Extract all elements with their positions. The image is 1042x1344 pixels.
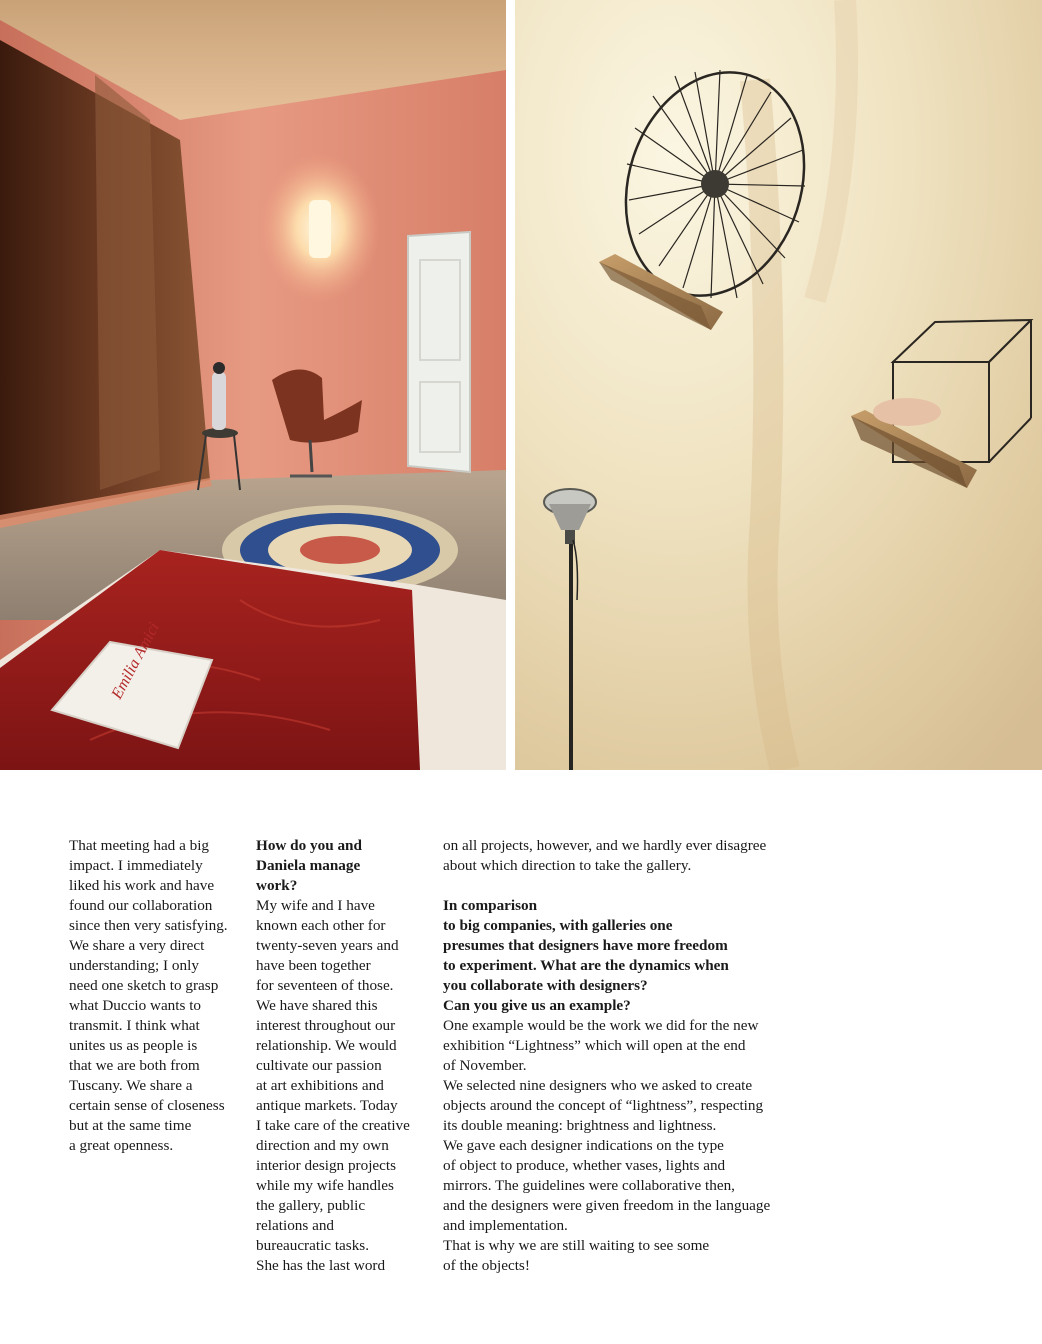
body-line: at art exhibitions and (256, 1077, 384, 1094)
body-line: the gallery, public (256, 1197, 366, 1214)
interview-question-line: Can you give us an example? (443, 997, 631, 1014)
body-line: on all projects, however, and we hardly ever disagree (443, 837, 767, 854)
body-line: what Duccio wants to (69, 997, 202, 1014)
interview-question-line: In comparison (443, 897, 538, 914)
body-line: My wife and I have (256, 897, 375, 914)
body-line: certain sense of closeness (69, 1097, 225, 1114)
body-line: relationship. We would (256, 1037, 397, 1054)
body-line: and implementation. (443, 1217, 568, 1234)
text-column-2 (256, 836, 434, 1276)
body-line: We selected nine designers who we asked to create (443, 1077, 753, 1094)
body-line: of November. (443, 1057, 527, 1074)
body-line: twenty-seven years and (256, 937, 399, 954)
interview-question-line: to big companies, with galleries one (443, 917, 673, 934)
body-line: a great openness. (69, 1137, 174, 1154)
body-line: have been together (256, 957, 371, 974)
body-line: of the objects! (443, 1257, 530, 1274)
body-line: understanding; I only (69, 957, 199, 974)
body-line: interior design projects (256, 1157, 397, 1174)
text-column-1 (69, 836, 247, 1156)
body-line: That meeting had a big (69, 837, 210, 854)
body-line: that we are both from (69, 1057, 200, 1074)
body-line: bureaucratic tasks. (256, 1237, 370, 1254)
interview-question-line: you collaborate with designers? (443, 977, 648, 994)
body-line: We share a very direct (69, 937, 205, 954)
body-line: cultivate our passion (256, 1057, 382, 1074)
interview-question-line: How do you and (256, 837, 362, 854)
body-line: relations and (256, 1217, 335, 1234)
body-line: need one sketch to grasp (69, 977, 219, 994)
interview-question-line: presumes that designers have more freedom (443, 937, 728, 954)
body-line: about which direction to take the gallery. (443, 857, 692, 874)
body-line: One example would be the work we did for the new (443, 1017, 759, 1034)
body-line: impact. I immediately (69, 857, 203, 874)
photo-wall-sculptures (515, 0, 1042, 770)
body-line: known each other for (256, 917, 386, 934)
body-line: interest throughout our (256, 1017, 396, 1034)
body-line: objects around the concept of “lightness”, respecting (443, 1097, 764, 1114)
body-line: liked his work and have (69, 877, 215, 894)
body-line: Tuscany. We share a (69, 1077, 193, 1094)
body-line: its double meaning: brightness and lightness. (443, 1117, 717, 1134)
body-line: unites us as people is (69, 1037, 198, 1054)
body-line: found our collaboration (69, 897, 213, 914)
body-line: direction and my own (256, 1137, 389, 1154)
text-column-3 (443, 836, 813, 1276)
interview-question-line: work? (256, 877, 298, 894)
body-line: but at the same time (69, 1117, 192, 1134)
body-line: while my wife handles (256, 1177, 394, 1194)
body-line: and the designers were given freedom in the language (443, 1197, 771, 1214)
interview-question-line: to experiment. What are the dynamics when (443, 957, 729, 974)
body-line: since then very satisfying. (69, 917, 228, 934)
body-line: That is why we are still waiting to see some (443, 1237, 710, 1254)
body-line: We gave each designer indications on the type (443, 1137, 724, 1154)
body-line: for seventeen of those. (256, 977, 394, 994)
body-line: mirrors. The guidelines were collaborative then, (443, 1177, 735, 1194)
body-line: of object to produce, whether vases, lights and (443, 1157, 726, 1174)
body-line: antique markets. Today (256, 1097, 398, 1114)
paragraph-gap (443, 876, 813, 896)
body-line: She has the last word (256, 1257, 386, 1274)
body-line: exhibition “Lightness” which will open at the end (443, 1037, 746, 1054)
body-line: I take care of the creative (256, 1117, 410, 1134)
body-line: We have shared this (256, 997, 378, 1014)
interview-question-line: Daniela manage (256, 857, 361, 874)
photo-bedroom-interior (0, 0, 506, 770)
body-line: transmit. I think what (69, 1017, 200, 1034)
pillow-script-text: Emilia Amici (108, 619, 163, 702)
